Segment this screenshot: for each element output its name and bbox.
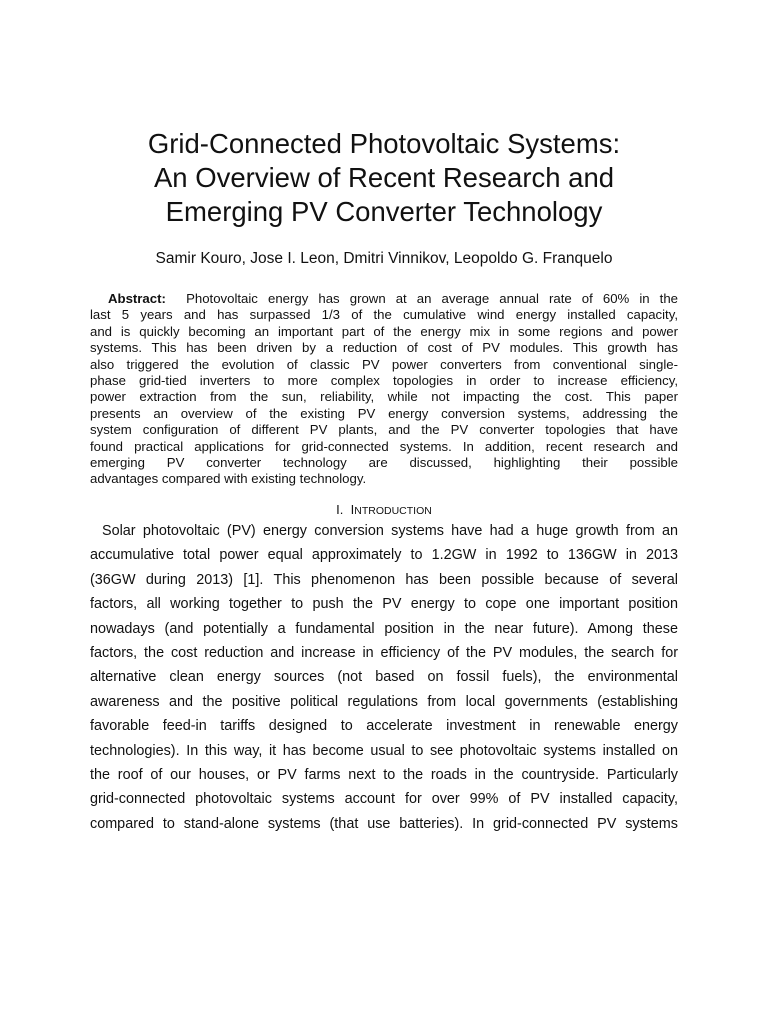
body-line: nowadays (and potentially a fundamental position in the near future). Among these — [90, 620, 678, 637]
abstract-line: emerging PV converter technology are discussed, highlighting their possible — [90, 455, 678, 471]
body-line: accumulative total power equal approximately to 1.2GW in 1992 to 136GW in 2013 — [90, 547, 678, 564]
body-line: alternative clean energy sources (not based on fossil fuels), the environmental — [90, 669, 678, 686]
section-number: I. — [336, 502, 344, 517]
introduction-body — [90, 519, 678, 836]
paper-title — [60, 127, 708, 229]
section-title-rest: NTRODUCTION — [354, 505, 432, 517]
abstract-line — [90, 291, 678, 307]
abstract-line: systems. This has been driven by a reduction of cost of PV modules. This growth has — [90, 340, 678, 356]
title-line: Grid-Connected Photovoltaic Systems: — [147, 128, 621, 159]
abstract-line: phase grid-tied inverters to more complex topologies in order to increase efficiency, — [90, 373, 678, 389]
body-line: technologies). In this way, it has become usual to see photovoltaic systems installed on — [90, 742, 678, 759]
abstract-line: last 5 years and has surpassed 1/3 of the cumulative wind energy installed capacity, — [90, 307, 678, 323]
body-line: factors, all working together to push the PV energy to cope one important position — [90, 596, 678, 613]
section-heading — [90, 502, 678, 519]
title-line: Emerging PV Converter Technology — [165, 196, 603, 227]
body-line: factors, the cost reduction and increase in efficiency of the PV modules, the search for — [90, 644, 678, 661]
abstract-line: advantages compared with existing technology. — [90, 471, 367, 487]
abstract-text: Photovoltaic energy has grown at an average annual rate of 60% in the — [186, 291, 679, 306]
abstract-line: power extraction from the sun, reliability, while not impacting the cost. This paper — [90, 389, 678, 405]
body-line: favorable feed-in tariffs designed to accelerate investment in renewable energy — [90, 718, 678, 735]
abstract-label: Abstract: — [108, 291, 166, 306]
abstract-line: also triggered the evolution of classic PV power converters from conventional single- — [90, 356, 678, 372]
body-line: (36GW during 2013) [1]. This phenomenon has been possible because of several — [90, 571, 678, 588]
abstract-line: found practical applications for grid-connected systems. In addition, recent research and — [90, 438, 678, 454]
body-line: awareness and the positive political regulations from local governments (establishing — [90, 693, 678, 710]
abstract-line: system configuration of different PV plants, and the PV converter topologies that have — [90, 422, 678, 438]
title-line: An Overview of Recent Research and — [153, 162, 615, 193]
section-title-initial: I — [350, 502, 355, 517]
abstract — [90, 291, 678, 488]
author-list: Samir Kouro, Jose I. Leon, Dmitri Vinnikov, Leopoldo G. Franquelo — [155, 250, 613, 267]
body-line: the roof of our houses, or PV farms next to the roads in the countryside. Particularly — [90, 766, 678, 783]
body-line: Solar photovoltaic (PV) energy conversion systems have had a huge growth from an — [102, 523, 678, 539]
abstract-line: presents an overview of the existing PV energy conversion systems, addressing the — [90, 405, 678, 421]
body-line: grid-connected photovoltaic systems account for over 99% of PV installed capacity, — [90, 791, 678, 808]
abstract-line: and is quickly becoming an important part of the energy mix in some regions and power — [90, 323, 678, 339]
body-line: compared to stand-alone systems (that use batteries). In grid-connected PV systems — [90, 815, 678, 832]
